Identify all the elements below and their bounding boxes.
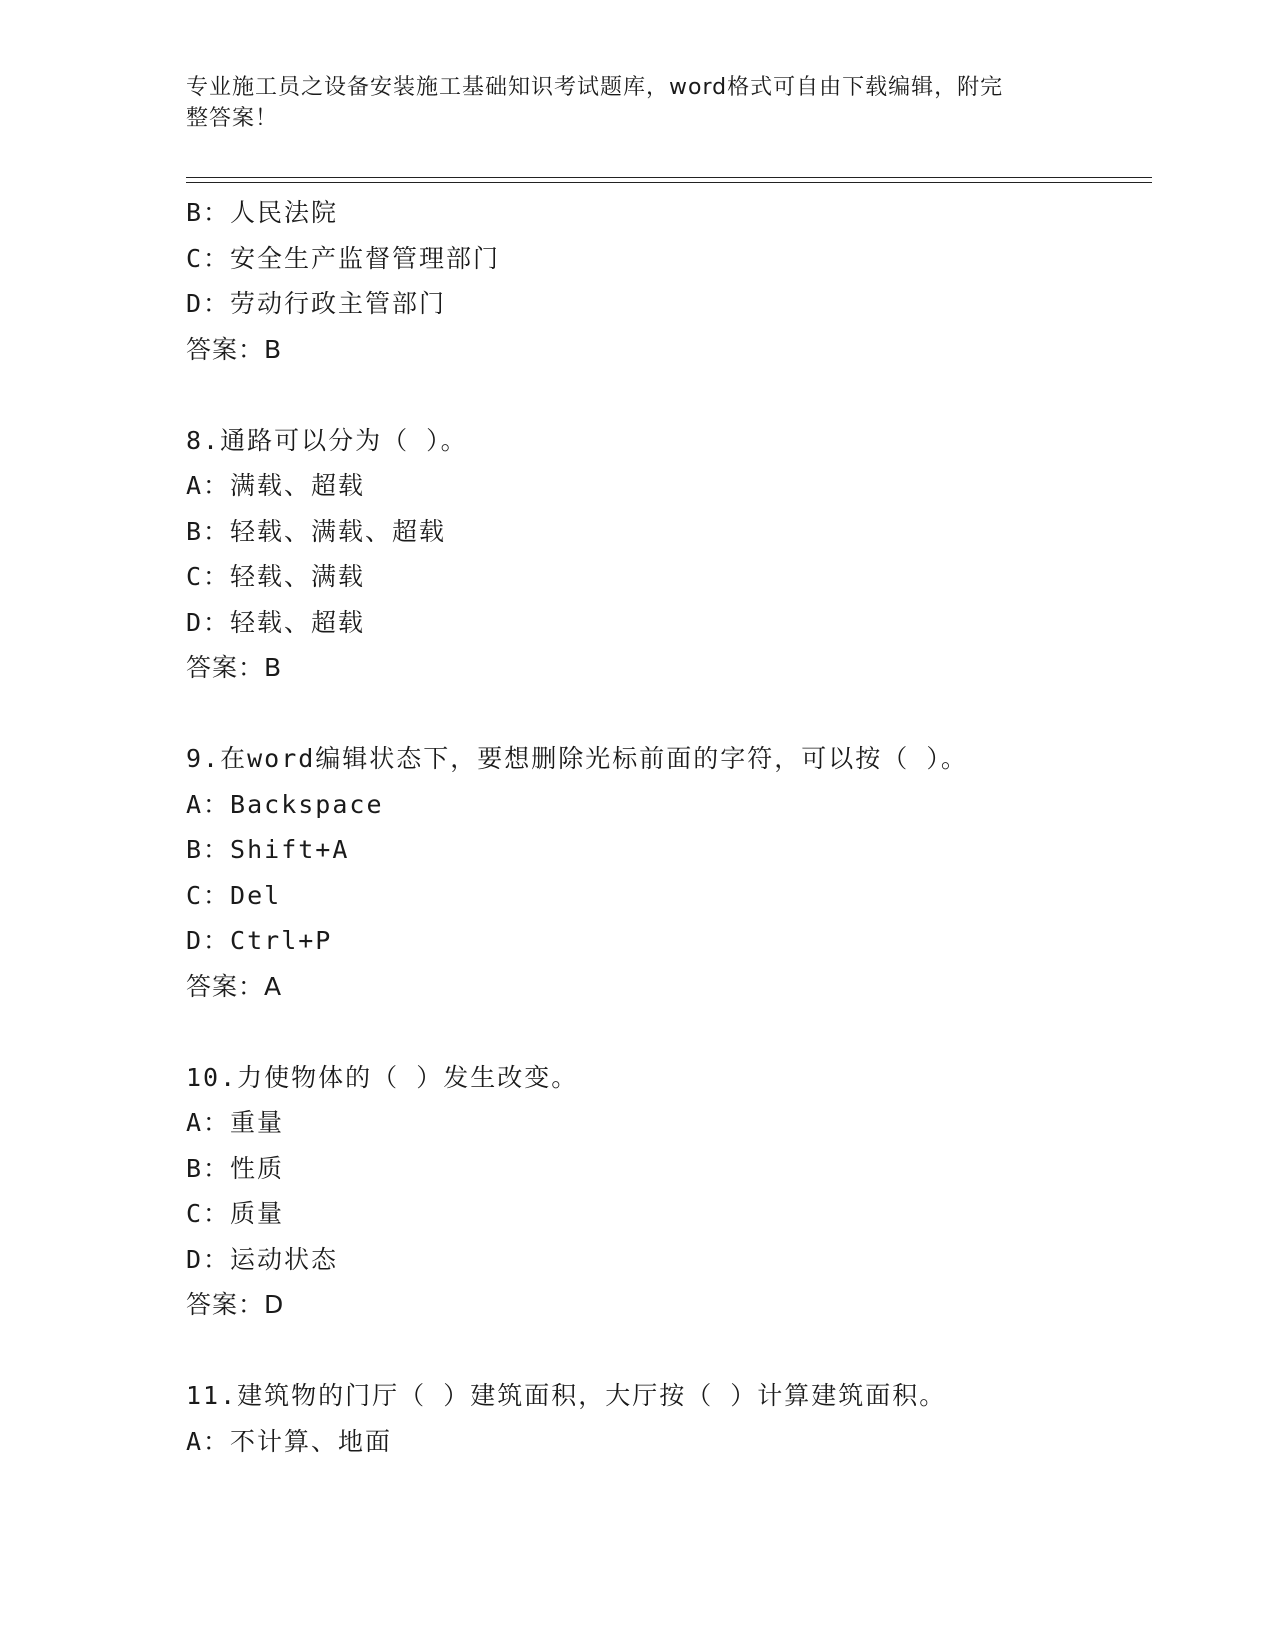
- option-a: A：不计算、地面: [186, 1426, 393, 1456]
- option-b: B：人民法院: [186, 198, 339, 227]
- header-divider-bottom: [186, 182, 1152, 183]
- question-text: 11.建筑物的门厅（ ）建筑面积，大厅按（ ）计算建筑面积。: [186, 1381, 947, 1410]
- option-a: A：重量: [186, 1108, 285, 1137]
- option-d: D：Ctrl+P: [186, 926, 333, 955]
- spacer: [186, 1328, 1152, 1374]
- question-block: [186, 1373, 1152, 1464]
- header-divider-top: [186, 177, 1152, 178]
- option-b: B：性质: [186, 1153, 285, 1183]
- option-b: B：轻载、满载、超载: [186, 516, 447, 546]
- option-d: D：劳动行政主管部门: [186, 289, 447, 318]
- answer-line: 答案：B: [186, 334, 283, 364]
- option-c: C：安全生产监督管理部门: [186, 243, 501, 273]
- answer-line: 答案：D: [186, 1290, 285, 1319]
- document-header: [186, 72, 1066, 134]
- question-text: 10.力使物体的（ ）发生改变。: [186, 1062, 579, 1092]
- question-block: [186, 418, 1152, 691]
- question-block: [186, 190, 1152, 372]
- question-text: 9.在word编辑状态下，要想删除光标前面的字符，可以按（ ）。: [186, 744, 968, 773]
- answer-line: 答案：B: [186, 653, 283, 682]
- question-text: 8.通路可以分为（ ）。: [186, 425, 468, 455]
- option-d: D：运动状态: [186, 1244, 339, 1274]
- option-c: C：轻载、满载: [186, 562, 366, 591]
- option-c: C：Del: [186, 880, 282, 910]
- option-a: A：满载、超载: [186, 471, 366, 500]
- question-block: [186, 1055, 1152, 1328]
- option-c: C：质量: [186, 1199, 285, 1228]
- option-a: A：Backspace: [186, 789, 384, 819]
- header-line-1: 专业施工员之设备安装施工基础知识考试题库，word格式可自由下载编辑，附完: [186, 75, 1004, 100]
- spacer: [186, 372, 1152, 418]
- question-list: [186, 190, 1152, 1464]
- spacer: [186, 691, 1152, 737]
- question-block: [186, 736, 1152, 1009]
- header-line-2: 整答案！: [186, 106, 279, 131]
- option-d: D：轻载、超载: [186, 607, 366, 637]
- answer-line: 答案：A: [186, 971, 283, 1001]
- option-b: B：Shift+A: [186, 835, 350, 864]
- spacer: [186, 1009, 1152, 1055]
